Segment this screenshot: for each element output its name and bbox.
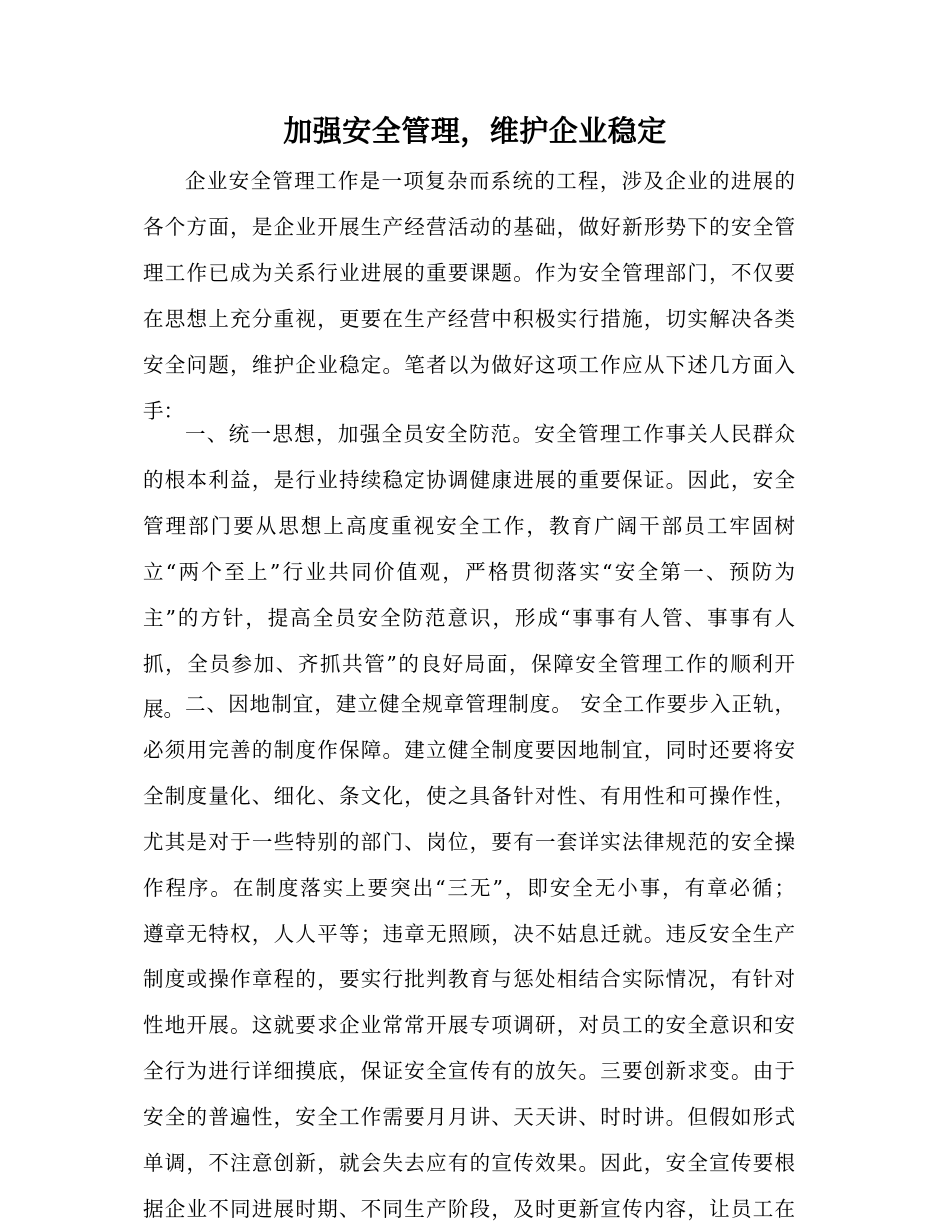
paragraph-line: 展。 — [143, 697, 184, 721]
paragraph-line: 作程序。在制度落实上要突出“三无”，即安全无小事，有章必循； — [143, 876, 795, 900]
paragraph-line: 手： — [143, 399, 184, 423]
document-title: 加强安全管理，维护企业稳定 — [283, 114, 667, 148]
paragraph-line: 立“两个至上”行业共同价值观，严格贯彻落实“安全第一、预防为 — [143, 560, 795, 584]
paragraph-line: 主”的方针，提高全员安全防范意识，形成“事事有人管、事事有人 — [143, 606, 795, 630]
paragraph-line: 全行为进行详细摸底，保证安全宣传有的放矢。三要创新求变。由于 — [143, 1059, 795, 1083]
paragraph-line: 各个方面，是企业开展生产经营活动的基础，做好新形势下的安全管 — [143, 215, 795, 239]
paragraph-line: 理工作已成为关系行业进展的重要课题。作为安全管理部门，不仅要 — [143, 261, 795, 285]
paragraph-line: 的根本利益，是行业持续稳定协调健康进展的重要保证。因此，安全 — [143, 468, 795, 492]
paragraph-line: 抓，全员参加、齐抓共管”的良好局面，保障安全管理工作的顺利开 — [143, 652, 795, 676]
paragraph-line: 遵章无特权，人人平等；违章无照顾，决不姑息迁就。违反安全生产 — [143, 922, 795, 946]
paragraph-line: 据企业不同进展时期、不同生产阶段，及时更新宣传内容，让员工在 — [143, 1197, 795, 1221]
paragraph-line: 尤其是对于一些特别的部门、岗位，要有一套详实法律规范的安全操 — [143, 830, 795, 854]
paragraph-line: 管理部门要从思想上高度重视安全工作，教育广阔干部员工牢固树 — [143, 514, 795, 538]
paragraph-line: 性地开展。这就要求企业常常开展专项调研，对员工的安全意识和安 — [143, 1013, 795, 1037]
paragraph-line: 二、因地制宜，建立健全规章管理制度。 安全工作要步入正轨， — [185, 692, 795, 716]
paragraph-line: 安全的普遍性，安全工作需要月月讲、天天讲、时时讲。但假如形式 — [143, 1105, 795, 1129]
paragraph-line: 单调，不注意创新，就会失去应有的宣传效果。因此，安全宣传要根 — [143, 1151, 795, 1175]
paragraph-line: 安全问题，维护企业稳定。笔者以为做好这项工作应从下述几方面入 — [143, 353, 795, 377]
paragraph-line: 必须用完善的制度作保障。建立健全制度要因地制宜，同时还要将安 — [143, 738, 795, 762]
paragraph-line: 全制度量化、细化、条文化，使之具备针对性、有用性和可操作性， — [143, 784, 795, 808]
paragraph-line: 企业安全管理工作是一项复杂而系统的工程，涉及企业的进展的 — [185, 169, 795, 193]
paragraph-line: 制度或操作章程的，要实行批判教育与惩处相结合实际情况，有针对 — [143, 967, 795, 991]
paragraph-line: 在思想上充分重视，更要在生产经营中积极实行措施，切实解决各类 — [143, 307, 795, 331]
paragraph-line: 一、统一思想，加强全员安全防范。安全管理工作事关人民群众 — [185, 422, 795, 446]
